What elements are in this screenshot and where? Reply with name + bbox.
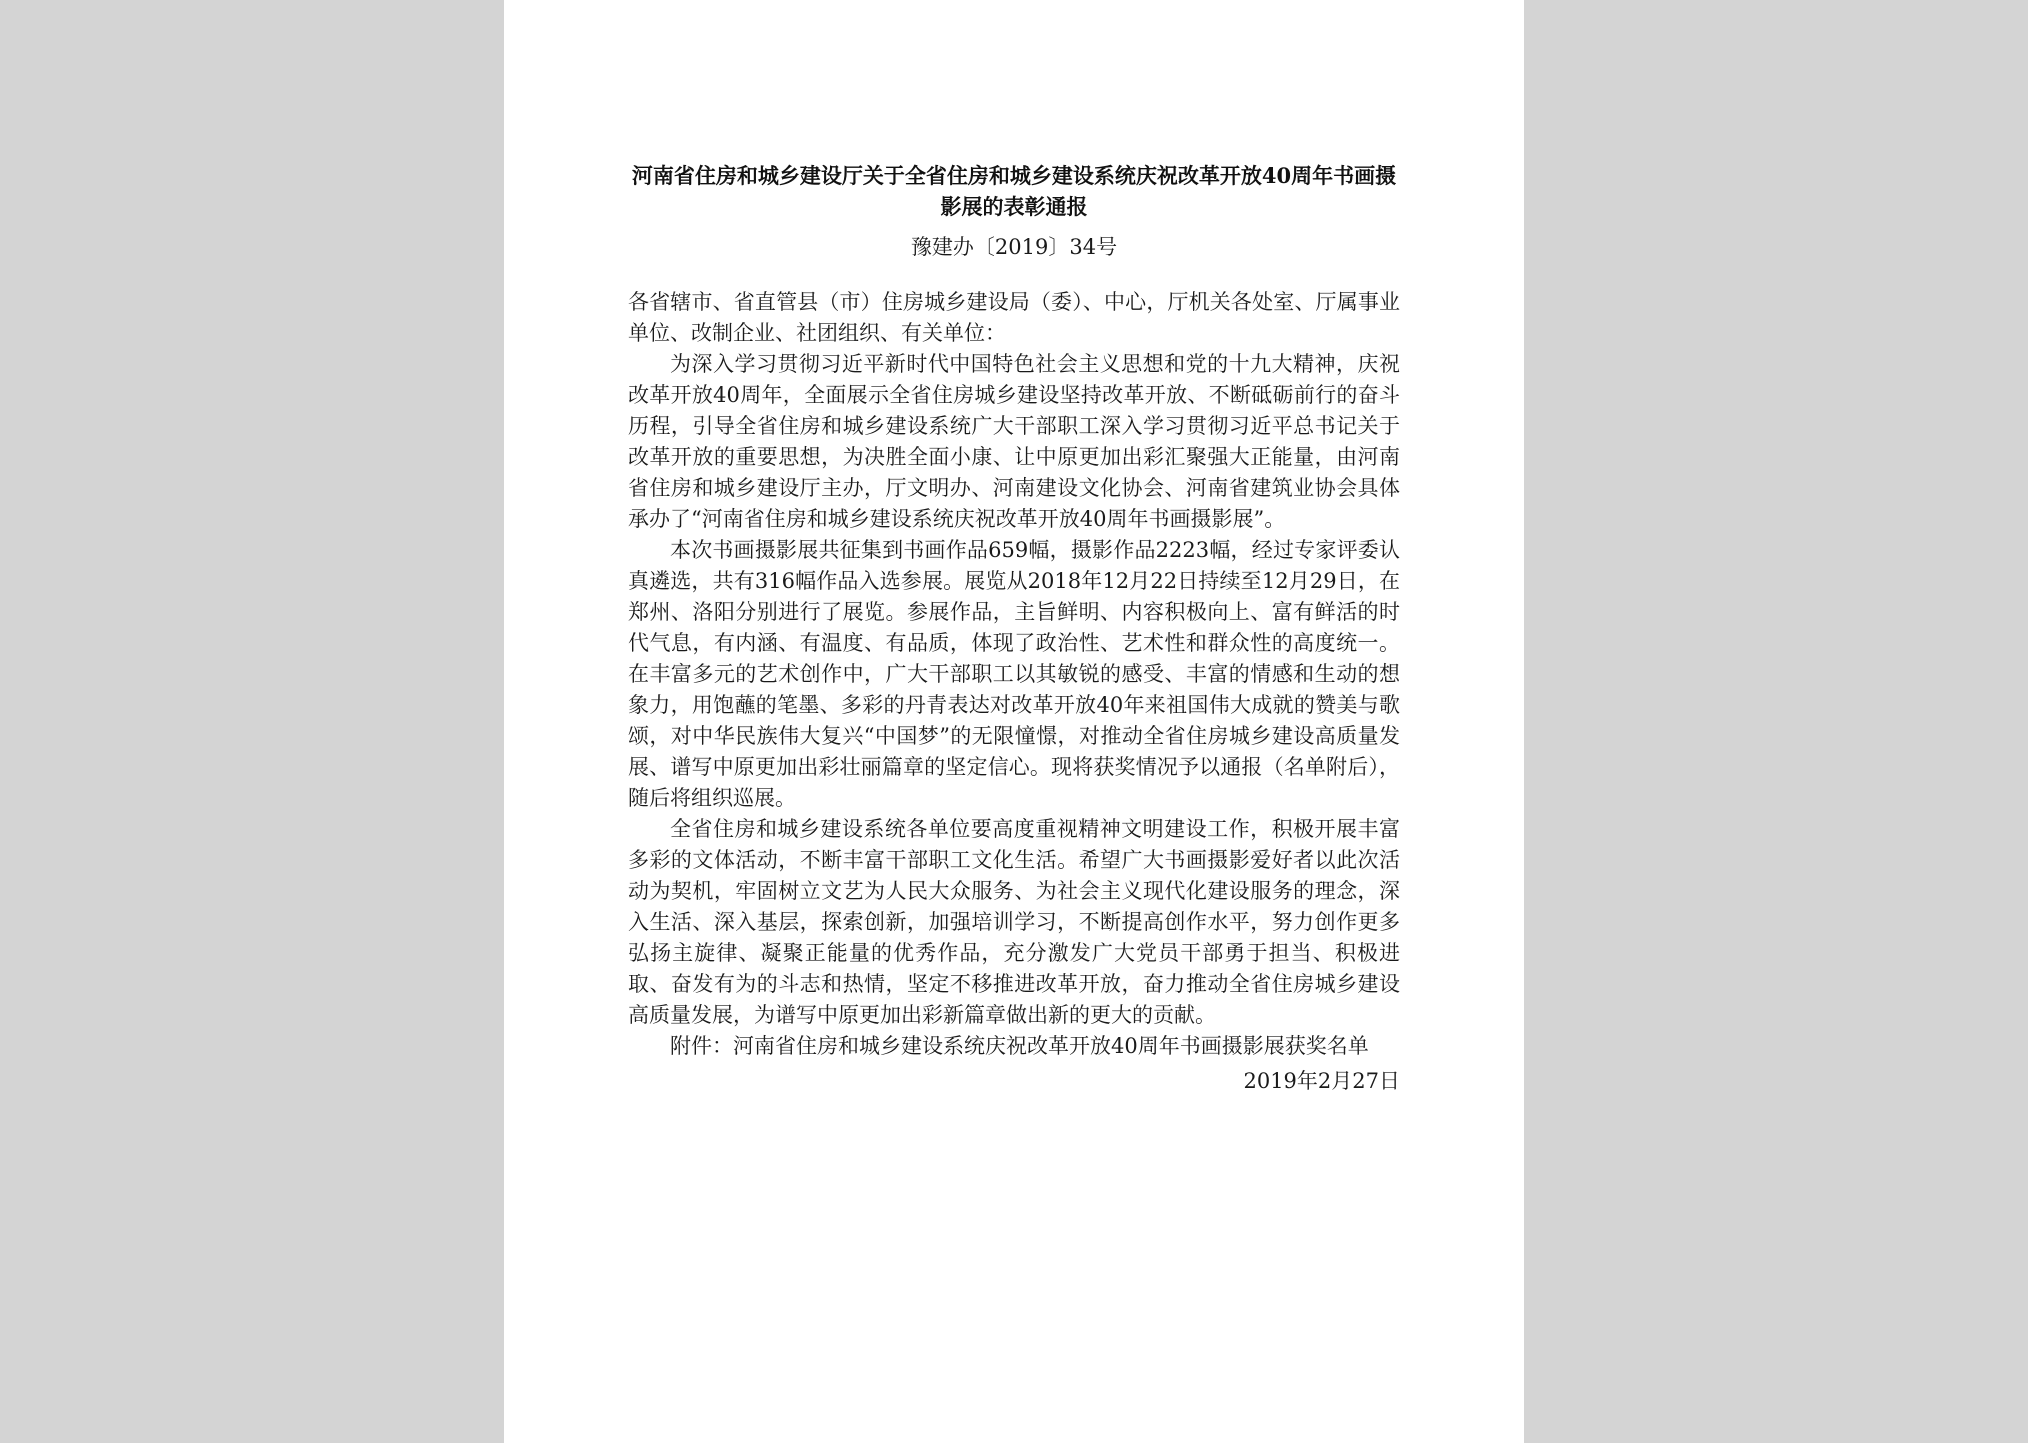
- paragraph-2: 本次书画摄影展共征集到书画作品659幅，摄影作品2223幅，经过专家评委认真遴选，共有316幅作品入选参展。展览从2018年12月22日持续至12月29日，在郑州、洛阳分别进行了展览。参展作品，主旨鲜明、内容积极向上、富有鲜活的时代气息，有内涵、有温度、有品质，体现了政治性、艺术性和群众性的高度统一。在丰富多元的艺术创作中，广大干部职工以其敏锐的感受、丰富的情感和生动的想象力，用饱蘸的笔墨、多彩的丹青表达对改革开放40年来祖国伟大成就的赞美与歌颂，对中华民族伟大复兴“中国梦”的无限憧憬，对推动全省住房城乡建设高质量发展、谱写中原更加出彩壮丽篇章的坚定信心。现将获奖情况予以通报（名单附后），随后将组织巡展。: [628, 538, 1400, 810]
- attachment-note: 附件：河南省住房和城乡建设系统庆祝改革开放40周年书画摄影展获奖名单: [670, 1034, 1369, 1058]
- document-number: 豫建办〔2019〕34号: [910, 235, 1118, 259]
- paragraph-3: 全省住房和城乡建设系统各单位要高度重视精神文明建设工作，积极开展丰富多彩的文体活动，不断丰富干部职工文化生活。希望广大书画摄影爱好者以此次活动为契机，牢固树立文艺为人民大众服务、为社会主义现代化建设服务的理念，深入生活、深入基层，探索创新，加强培训学习，不断提高创作水平，努力创作更多弘扬主旋律、凝聚正能量的优秀作品，充分激发广大党员干部勇于担当、积极进取、奋发有为的斗志和热情，坚定不移推进改革开放，奋力推动全省住房城乡建设高质量发展，为谱写中原更加出彩新篇章做出新的更大的贡献。: [628, 817, 1400, 1027]
- document-body: [628, 160, 1400, 1097]
- salutation: 各省辖市、省直管县（市）住房城乡建设局（委）、中心，厅机关各处室、厅属事业单位、改制企业、社团组织、有关单位：: [628, 290, 1400, 345]
- issue-date: 2019年2月27日: [1243, 1069, 1400, 1093]
- paragraph-1: 为深入学习贯彻习近平新时代中国特色社会主义思想和党的十九大精神，庆祝改革开放40周年，全面展示全省住房城乡建设坚持改革开放、不断砥砺前行的奋斗历程，引导全省住房和城乡建设系统广大干部职工深入学习贯彻习近平总书记关于改革开放的重要思想，为决胜全面小康、让中原更加出彩汇聚强大正能量，由河南省住房和城乡建设厅主办，厅文明办、河南建设文化协会、河南省建筑业协会具体承办了“河南省住房和城乡建设系统庆祝改革开放40周年书画摄影展”。: [628, 352, 1400, 531]
- document-page: [504, 0, 1524, 1443]
- document-title: 河南省住房和城乡建设厅关于全省住房和城乡建设系统庆祝改革开放40周年书画摄影展的表彰通报: [631, 163, 1397, 219]
